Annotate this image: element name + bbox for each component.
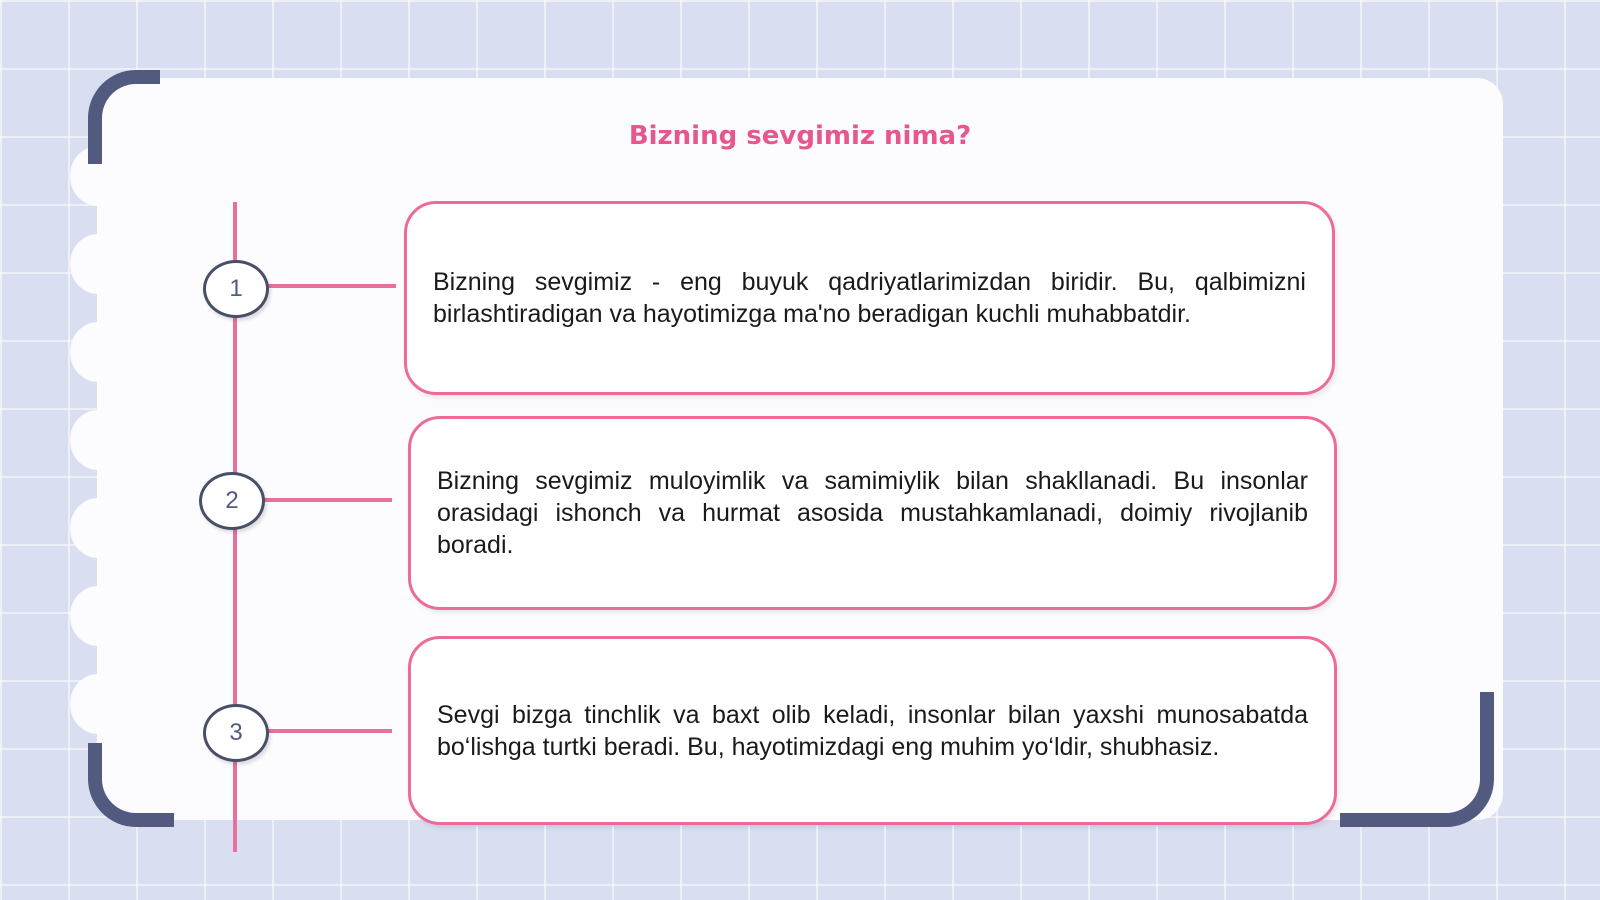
timeline-card: [408, 416, 1337, 610]
sheet-edge-scallop: [70, 234, 126, 294]
timeline-card-text: Bizning sevgimiz - eng buyuk qadriyatlarimizdan biridir. Bu, qalbimizni birlashtiradigan va hayotimizga ma'no beradigan kuchli muhabbatdir.: [433, 268, 1306, 328]
step-number-circle: 2: [199, 472, 265, 530]
frame-corner-bottom-left: [88, 743, 174, 827]
step-number-circle: 1: [203, 260, 269, 318]
sheet-edge-scallop: [70, 674, 126, 734]
sheet-edge-scallop: [70, 498, 126, 558]
timeline-connector: [262, 729, 392, 733]
slide-title: Bizning sevgimiz nima?: [628, 121, 972, 151]
frame-corner-bottom-right: [1340, 692, 1494, 827]
timeline-card-text: Sevgi bizga tinchlik va baxt olib keladi, insonlar bilan yaxshi munosabatda bo‘lishga turtki beradi. Bu, hayotimizdagi eng muhim yo‘ldir, shubhasiz.: [437, 700, 1308, 761]
timeline-card: [408, 636, 1337, 825]
sheet-edge-scallop: [70, 322, 126, 382]
timeline-card: [404, 201, 1335, 395]
timeline-connector: [258, 498, 392, 502]
timeline-connector: [262, 284, 396, 288]
step-number-circle: 3: [203, 704, 269, 762]
timeline-card-text: Bizning sevgimiz muloyimlik va samimiylik bilan shakllanadi. Bu insonlar orasidagi ishonch va hurmat asosida mustahkamlanadi, doimiy rivojlanib boradi.: [437, 467, 1308, 559]
frame-corner-top-left: [88, 70, 160, 164]
sheet-edge-scallop: [70, 586, 126, 646]
sheet-edge-scallop: [70, 410, 126, 470]
